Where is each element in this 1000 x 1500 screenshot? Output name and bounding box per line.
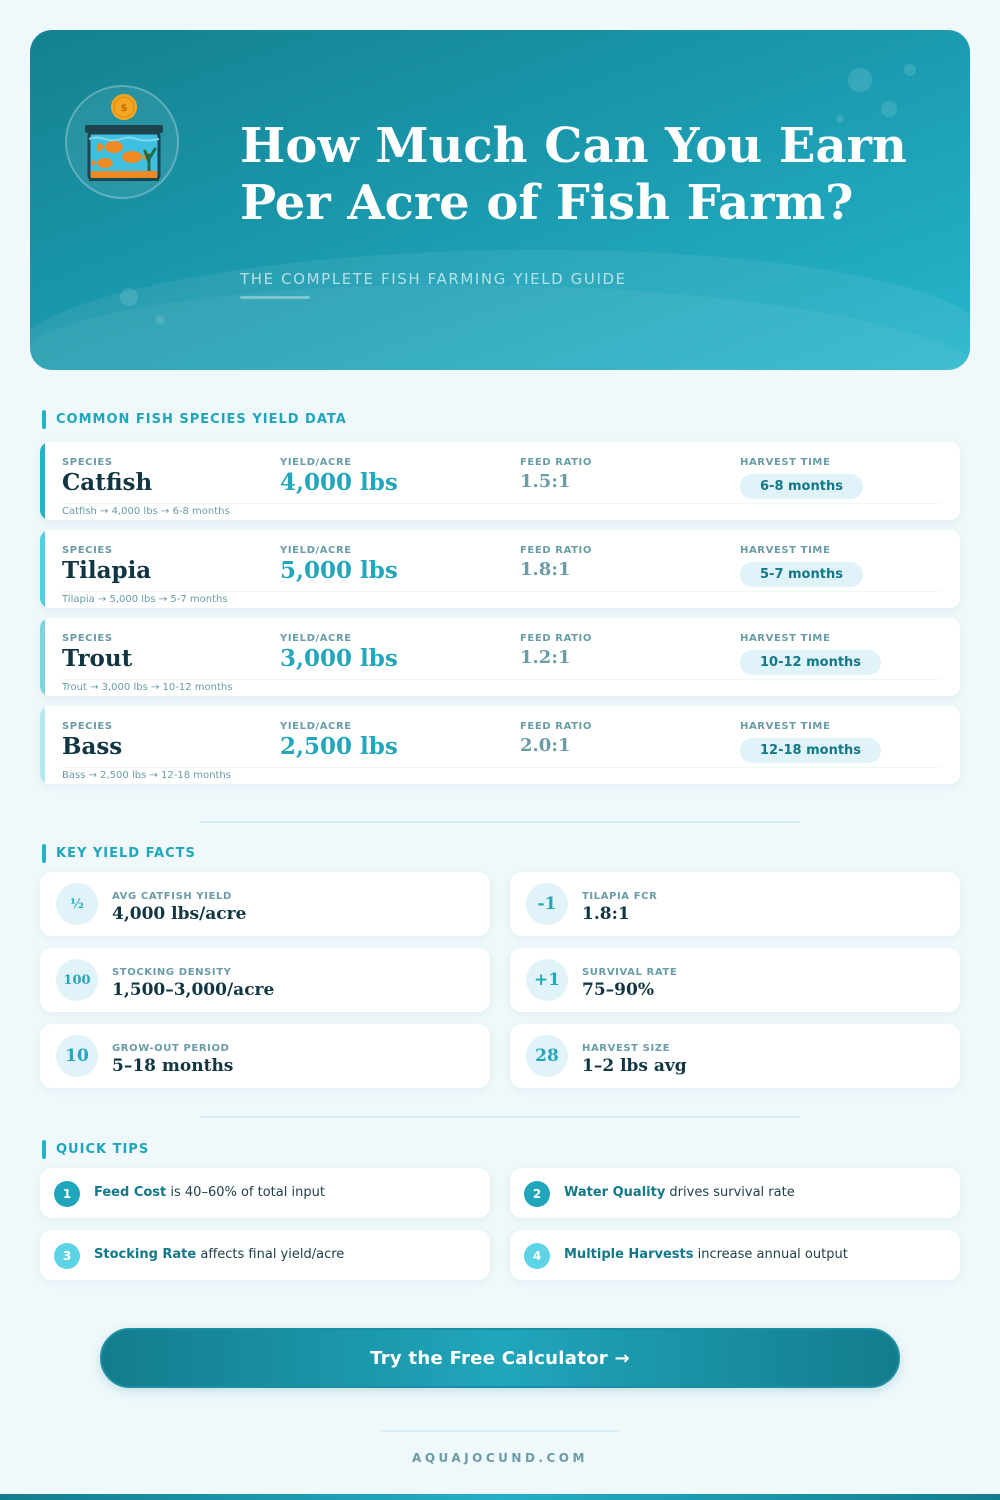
harvest-time-label: HARVEST TIME [740, 545, 831, 556]
yield-label: YIELD/ACRE [280, 545, 352, 556]
species-name: Catfish [62, 469, 153, 496]
section-title: QUICK TIPS [56, 1142, 150, 1157]
row-divider [62, 591, 940, 592]
tip-number-badge: 2 [524, 1181, 550, 1207]
tip-description: is 40–60% of total input [166, 1185, 325, 1200]
row-accent-bar [40, 706, 45, 784]
ten-icon: 10 [56, 1035, 98, 1077]
fact-card [510, 872, 960, 936]
tips-section-heading [42, 1140, 149, 1159]
species-summary: Tilapia → 5,000 lbs → 5-7 months [62, 594, 228, 605]
species-name: Tilapia [62, 557, 152, 584]
hero-banner [30, 30, 970, 370]
tip-keyword: Water Quality [564, 1185, 666, 1200]
tip-card [40, 1230, 490, 1280]
tip-keyword: Feed Cost [94, 1185, 167, 1200]
fact-value: 1,500–3,000/acre [112, 980, 275, 1000]
fact-label: GROW-OUT PERIOD [112, 1043, 230, 1054]
fish-tank-coin-icon [67, 87, 181, 201]
harvest-time-label: HARVEST TIME [740, 721, 831, 732]
harvest-time-badge: 5-7 months [740, 562, 863, 587]
section-title: KEY YIELD FACTS [56, 846, 196, 861]
bottom-accent-bar [0, 1494, 1000, 1500]
key-facts-grid [40, 872, 960, 1088]
yield-label: YIELD/ACRE [280, 457, 352, 468]
footer-divider [380, 1430, 620, 1432]
tip-number-badge: 1 [54, 1181, 80, 1207]
tip-card [40, 1168, 490, 1218]
tip-keyword: Multiple Harvests [564, 1247, 694, 1262]
fact-value: 1–2 lbs avg [582, 1056, 687, 1076]
harvest-time-badge: 12-18 months [740, 738, 881, 763]
page-subtitle: THE COMPLETE FISH FARMING YIELD GUIDE [240, 270, 627, 288]
tip-text [564, 1247, 848, 1262]
bubble-decoration [904, 64, 916, 76]
twenty-eight-icon: 28 [526, 1035, 568, 1077]
svg-text:$: $ [120, 103, 128, 114]
page-title: How Much Can You Earn Per Acre of Fish Farm? [240, 118, 907, 231]
tip-number-badge: 4 [524, 1243, 550, 1269]
harvest-time-label: HARVEST TIME [740, 633, 831, 644]
subtitle-underline [240, 296, 310, 299]
tip-text [94, 1247, 344, 1262]
tip-description: drives survival rate [665, 1185, 795, 1200]
quick-tips-grid [40, 1168, 960, 1280]
species-yield-table [40, 442, 960, 794]
feed-ratio-label: FEED RATIO [520, 545, 592, 556]
tip-card [510, 1168, 960, 1218]
feed-ratio-label: FEED RATIO [520, 457, 592, 468]
fact-value: 1.8:1 [582, 904, 630, 924]
species-label: SPECIES [62, 457, 113, 468]
fact-value: 4,000 lbs/acre [112, 904, 247, 924]
tip-text [94, 1185, 325, 1200]
feed-ratio-value: 1.8:1 [520, 559, 571, 580]
yield-value: 2,500 lbs [280, 733, 398, 760]
species-name: Trout [62, 645, 133, 672]
row-accent-bar [40, 618, 45, 696]
facts-section-heading [42, 844, 196, 863]
yield-value: 3,000 lbs [280, 645, 398, 672]
logo [65, 85, 179, 199]
species-row-tilapia [40, 530, 960, 608]
section-divider [200, 821, 800, 823]
tip-card [510, 1230, 960, 1280]
row-divider [62, 679, 940, 680]
fact-label: TILAPIA FCR [582, 891, 658, 902]
feed-ratio-value: 1.2:1 [520, 647, 571, 668]
fact-label: SURVIVAL RATE [582, 967, 678, 978]
yield-label: YIELD/ACRE [280, 633, 352, 644]
hundred-icon: 100 [56, 959, 98, 1001]
tip-keyword: Stocking Rate [94, 1247, 197, 1262]
species-summary: Bass → 2,500 lbs → 12-18 months [62, 770, 231, 781]
row-accent-bar [40, 442, 45, 520]
heading-accent-bar [42, 410, 46, 429]
heading-accent-bar [42, 1140, 46, 1159]
plus-one-icon: +1 [526, 959, 568, 1001]
feed-ratio-label: FEED RATIO [520, 633, 592, 644]
bubble-decoration [120, 288, 138, 306]
fact-label: HARVEST SIZE [582, 1043, 671, 1054]
feed-ratio-value: 2.0:1 [520, 735, 571, 756]
species-label: SPECIES [62, 721, 113, 732]
species-row-bass [40, 706, 960, 784]
fact-value: 5–18 months [112, 1056, 234, 1076]
species-summary: Trout → 3,000 lbs → 10-12 months [62, 682, 233, 693]
species-summary: Catfish → 4,000 lbs → 6-8 months [62, 506, 230, 517]
section-title: COMMON FISH SPECIES YIELD DATA [56, 412, 347, 427]
feed-ratio-value: 1.5:1 [520, 471, 571, 492]
harvest-time-badge: 6-8 months [740, 474, 863, 499]
fact-label: AVG CATFISH YIELD [112, 891, 232, 902]
row-accent-bar [40, 530, 45, 608]
harvest-time-badge: 10-12 months [740, 650, 881, 675]
half-icon: ½ [56, 883, 98, 925]
heading-accent-bar [42, 844, 46, 863]
minus-one-icon: -1 [526, 883, 568, 925]
fact-card [40, 1024, 490, 1088]
fact-card [40, 872, 490, 936]
yield-label: YIELD/ACRE [280, 721, 352, 732]
species-section-heading [42, 410, 347, 429]
fact-card [510, 948, 960, 1012]
yield-value: 5,000 lbs [280, 557, 398, 584]
bubble-decoration [881, 101, 897, 117]
tip-number-badge: 3 [54, 1243, 80, 1269]
bubble-decoration [155, 315, 165, 325]
footer-brand-link[interactable]: AQUAJOCUND.COM [412, 1451, 588, 1465]
tip-text [564, 1185, 795, 1200]
bubble-decoration [848, 68, 872, 92]
harvest-time-label: HARVEST TIME [740, 457, 831, 468]
fact-card [510, 1024, 960, 1088]
fact-value: 75–90% [582, 980, 654, 1000]
free-calculator-button[interactable]: Try the Free Calculator → [100, 1328, 900, 1388]
species-row-catfish [40, 442, 960, 520]
tip-description: affects final yield/acre [196, 1247, 345, 1262]
species-row-trout [40, 618, 960, 696]
feed-ratio-label: FEED RATIO [520, 721, 592, 732]
species-label: SPECIES [62, 633, 113, 644]
yield-value: 4,000 lbs [280, 469, 398, 496]
row-divider [62, 767, 940, 768]
fact-card [40, 948, 490, 1012]
species-name: Bass [62, 733, 123, 760]
tip-description: increase annual output [693, 1247, 848, 1262]
species-label: SPECIES [62, 545, 113, 556]
row-divider [62, 503, 940, 504]
fact-label: STOCKING DENSITY [112, 967, 232, 978]
section-divider [200, 1116, 800, 1118]
